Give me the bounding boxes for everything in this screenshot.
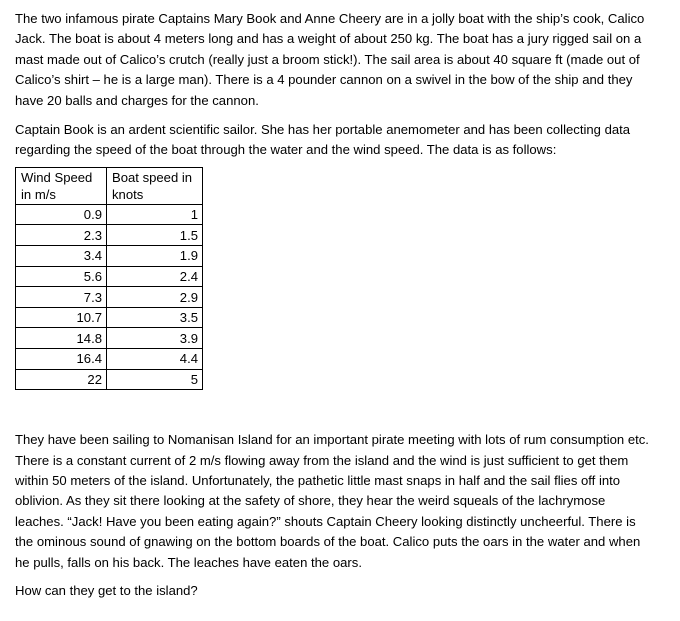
story-paragraph: They have been sailing to Nomanisan Island for an important pirate meeting with lots of rum consumption etc. There is a constant current of 2 m/s flowing away from the island and the wind is just sufficient to get them within 50 meters of the island. Unfortunately, the pathetic little mast snaps in half and the sail flies off into oblivion. As they sit there looking at the safety of shore, they hear the weird squeals of the lachrymose leaches. “Jack! Have you been eating again?” shouts Captain Cheery looking distinctly uncheerful. There is the ominous sound of gnawing on the bottom boards of the boat. Calico puts the oars in the water and when he pulls, falls on his back. The leaches have eaten the oars.: [15, 432, 649, 570]
header-boat-speed: Boat speed in knots: [107, 167, 203, 204]
table-row: [16, 246, 203, 267]
wind-speed-cell: 3.4: [16, 246, 107, 267]
table-row: [16, 328, 203, 349]
wind-speed-cell: 2.3: [16, 225, 107, 246]
boat-speed-cell: 1.9: [107, 246, 203, 267]
intro-paragraph: The two infamous pirate Captains Mary Book and Anne Cheery are in a jolly boat with the ship’s cook, Calico Jack. The boat is about 4 meters long and has a weight of about 250 kg. The boat has a jury rigged sail on a mast made out of Calico’s crutch (really just a broom stick!). The sail area is about 40 square ft (made out of Calico’s shirt – he is a large man). There is a 4 pounder cannon on a swivel in the bow of the ship and they have 20 balls and charges for the cannon.: [15, 11, 645, 108]
wind-speed-cell: 7.3: [16, 287, 107, 308]
boat-speed-cell: 5: [107, 369, 203, 390]
table-row: [16, 349, 203, 370]
header-wind-speed: Wind Speed in m/s: [16, 167, 107, 204]
wind-speed-cell: 22: [16, 369, 107, 390]
table-row: [16, 287, 203, 308]
document-page: [15, 9, 655, 601]
table-row: [16, 204, 203, 225]
boat-speed-cell: 4.4: [107, 349, 203, 370]
wind-speed-cell: 5.6: [16, 266, 107, 287]
table-row: [16, 307, 203, 328]
boat-speed-cell: 1: [107, 204, 203, 225]
table-header-row: [16, 167, 203, 204]
wind-speed-cell: 16.4: [16, 349, 107, 370]
table-row: [16, 225, 203, 246]
table-row: [16, 266, 203, 287]
wind-speed-cell: 10.7: [16, 307, 107, 328]
boat-speed-cell: 2.4: [107, 266, 203, 287]
table-row: [16, 369, 203, 390]
wind-speed-cell: 0.9: [16, 204, 107, 225]
boat-speed-cell: 3.5: [107, 307, 203, 328]
boat-speed-cell: 2.9: [107, 287, 203, 308]
wind-speed-cell: 14.8: [16, 328, 107, 349]
boat-speed-cell: 3.9: [107, 328, 203, 349]
question-paragraph: How can they get to the island?: [15, 583, 198, 599]
data-intro-paragraph: Captain Book is an ardent scientific sailor. She has her portable anemometer and has been collecting data regarding the speed of the boat through the water and the wind speed. The data is as follows:: [15, 122, 631, 158]
boat-speed-cell: 1.5: [107, 225, 203, 246]
data-table: [15, 167, 203, 390]
